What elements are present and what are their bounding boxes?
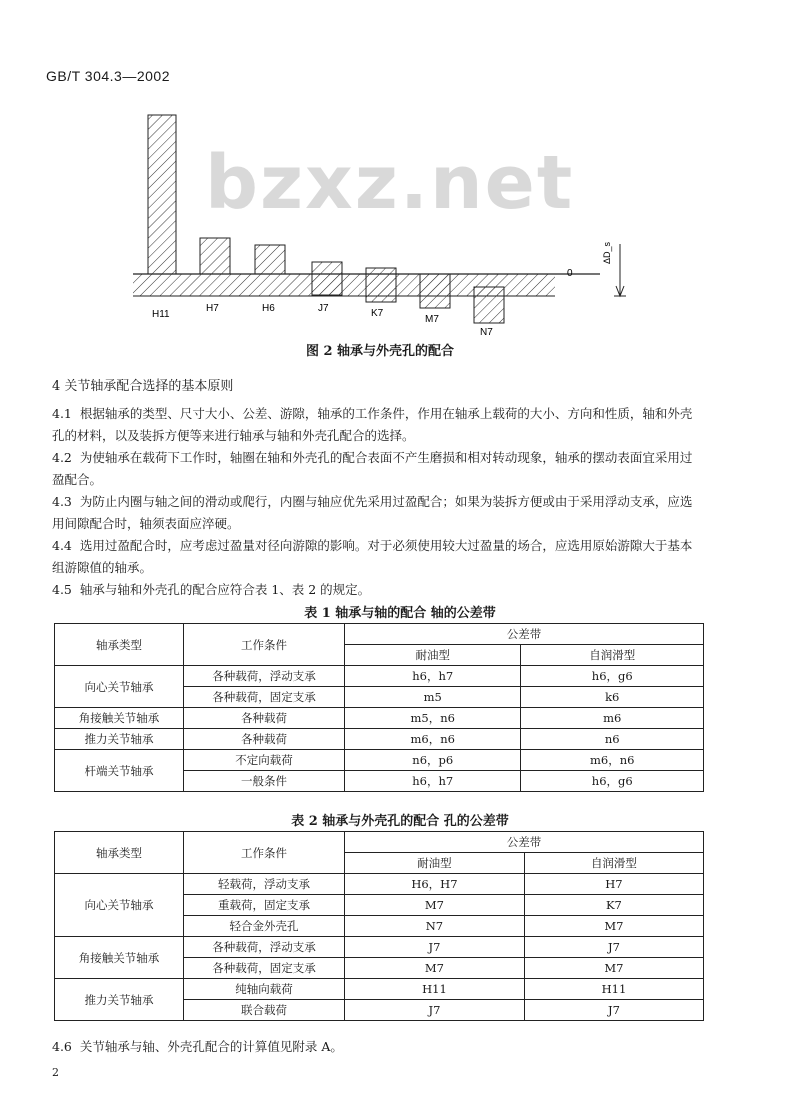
table2-header-sub1: 耐油型 [345, 853, 525, 874]
table-row: 角接触关节轴承 各种载荷，浮动支承 J7 J7 [55, 937, 704, 958]
para-4-1: 4.1 根据轴承的类型、尺寸大小、公差、游隙，轴承的工作条件，作用在轴承上载荷的大小、方向和性质，轴和外壳孔的材料，以及装拆方便等来进行轴承与轴和外壳孔配合的选择。 [52, 406, 693, 443]
zone-H11 [148, 115, 176, 274]
label-H11: H11 [152, 309, 170, 320]
table1-header-band: 公差带 [345, 624, 704, 645]
table-row: 角接触关节轴承 各种载荷 m5，n6 m6 [55, 708, 704, 729]
table2-header-cond: 工作条件 [184, 832, 345, 874]
zone-M7 [420, 274, 450, 308]
table1-header-cond: 工作条件 [184, 624, 345, 666]
table2-header-band: 公差带 [345, 832, 704, 853]
table2-header-type: 轴承类型 [55, 832, 184, 874]
zone-J7 [312, 262, 342, 295]
label-M7: M7 [425, 314, 439, 325]
page-number: 2 [52, 1066, 59, 1079]
zone-N7 [474, 287, 504, 323]
table-row: 推力关节轴承 各种载荷 m6，n6 n6 [55, 729, 704, 750]
watermark: bzxz.net [205, 140, 575, 226]
label-K7: K7 [371, 308, 384, 319]
para-4-2: 4.2 为使轴承在载荷下工作时，轴圈在轴和外壳孔的配合表面不产生磨损和相对转动现象，轴承的摆动表面宜采用过盈配合。 [52, 450, 693, 487]
para-4-3: 4.3 为防止内圈与轴之间的滑动或爬行，内圈与轴应优先采用过盈配合；如果为装拆方便或由于采用浮动支承，应选用间隙配合时，轴须表面应淬硬。 [52, 494, 693, 531]
zero-label: 0 [567, 268, 573, 279]
table-row: 轻合金外壳孔 N7 M7 [55, 916, 704, 937]
table-row: 向心关节轴承 轻载荷，浮动支承 H6，H7 H7 [55, 874, 704, 895]
label-N7: N7 [480, 327, 493, 338]
figure-caption: 图 2 轴承与外壳孔的配合 [305, 344, 455, 359]
table1-header-sub2: 自润滑型 [521, 645, 704, 666]
table2-caption: 表 2 轴承与外壳孔的配合 孔的公差带 [291, 814, 509, 829]
table-row: 联合载荷 J7 J7 [55, 1000, 704, 1021]
dim-label: ΔD_s [602, 241, 612, 264]
table-row: 向心关节轴承 各种载荷，浮动支承 h6，h7 h6，g6 [55, 666, 704, 687]
para-4-4: 4.4 选用过盈配合时，应考虑过盈量对径向游隙的影响。对于必须使用较大过盈量的场合，应选用原始游隙大于基本组游隙值的轴承。 [52, 538, 693, 575]
fit-diagram [0, 0, 800, 340]
label-H7: H7 [206, 303, 219, 314]
table-row: 各种载荷，固定支承 M7 M7 [55, 958, 704, 979]
section-title: 4 关节轴承配合选择的基本原则 [52, 379, 234, 394]
standard-number: GB/T 304.3—2002 [46, 68, 170, 84]
zone-H7 [200, 238, 230, 274]
table-row: 各种载荷，固定支承 m5 k6 [55, 687, 704, 708]
zone-H6 [255, 245, 285, 274]
label-H6: H6 [262, 303, 275, 314]
table1-caption: 表 1 轴承与轴的配合 轴的公差带 [304, 606, 496, 621]
zone-K7 [366, 268, 396, 302]
table-row: 杆端关节轴承 不定向载荷 n6，p6 m6，n6 [55, 750, 704, 771]
label-J7: J7 [318, 303, 329, 314]
table1-header-sub1: 耐油型 [345, 645, 521, 666]
para-4-6: 4.6 关节轴承与轴、外壳孔配合的计算值见附录 A。 [52, 1039, 343, 1054]
table2 [54, 831, 704, 1021]
table2-header-sub2: 自润滑型 [524, 853, 703, 874]
table-row: 一般条件 h6，h7 h6，g6 [55, 771, 704, 792]
para-4-5: 4.5 轴承与轴和外壳孔的配合应符合表 1、表 2 的规定。 [52, 582, 371, 597]
table-row: 重载荷，固定支承 M7 K7 [55, 895, 704, 916]
table-row: 推力关节轴承 纯轴向载荷 H11 H11 [55, 979, 704, 1000]
table1 [54, 623, 704, 792]
table1-header-type: 轴承类型 [55, 624, 184, 666]
